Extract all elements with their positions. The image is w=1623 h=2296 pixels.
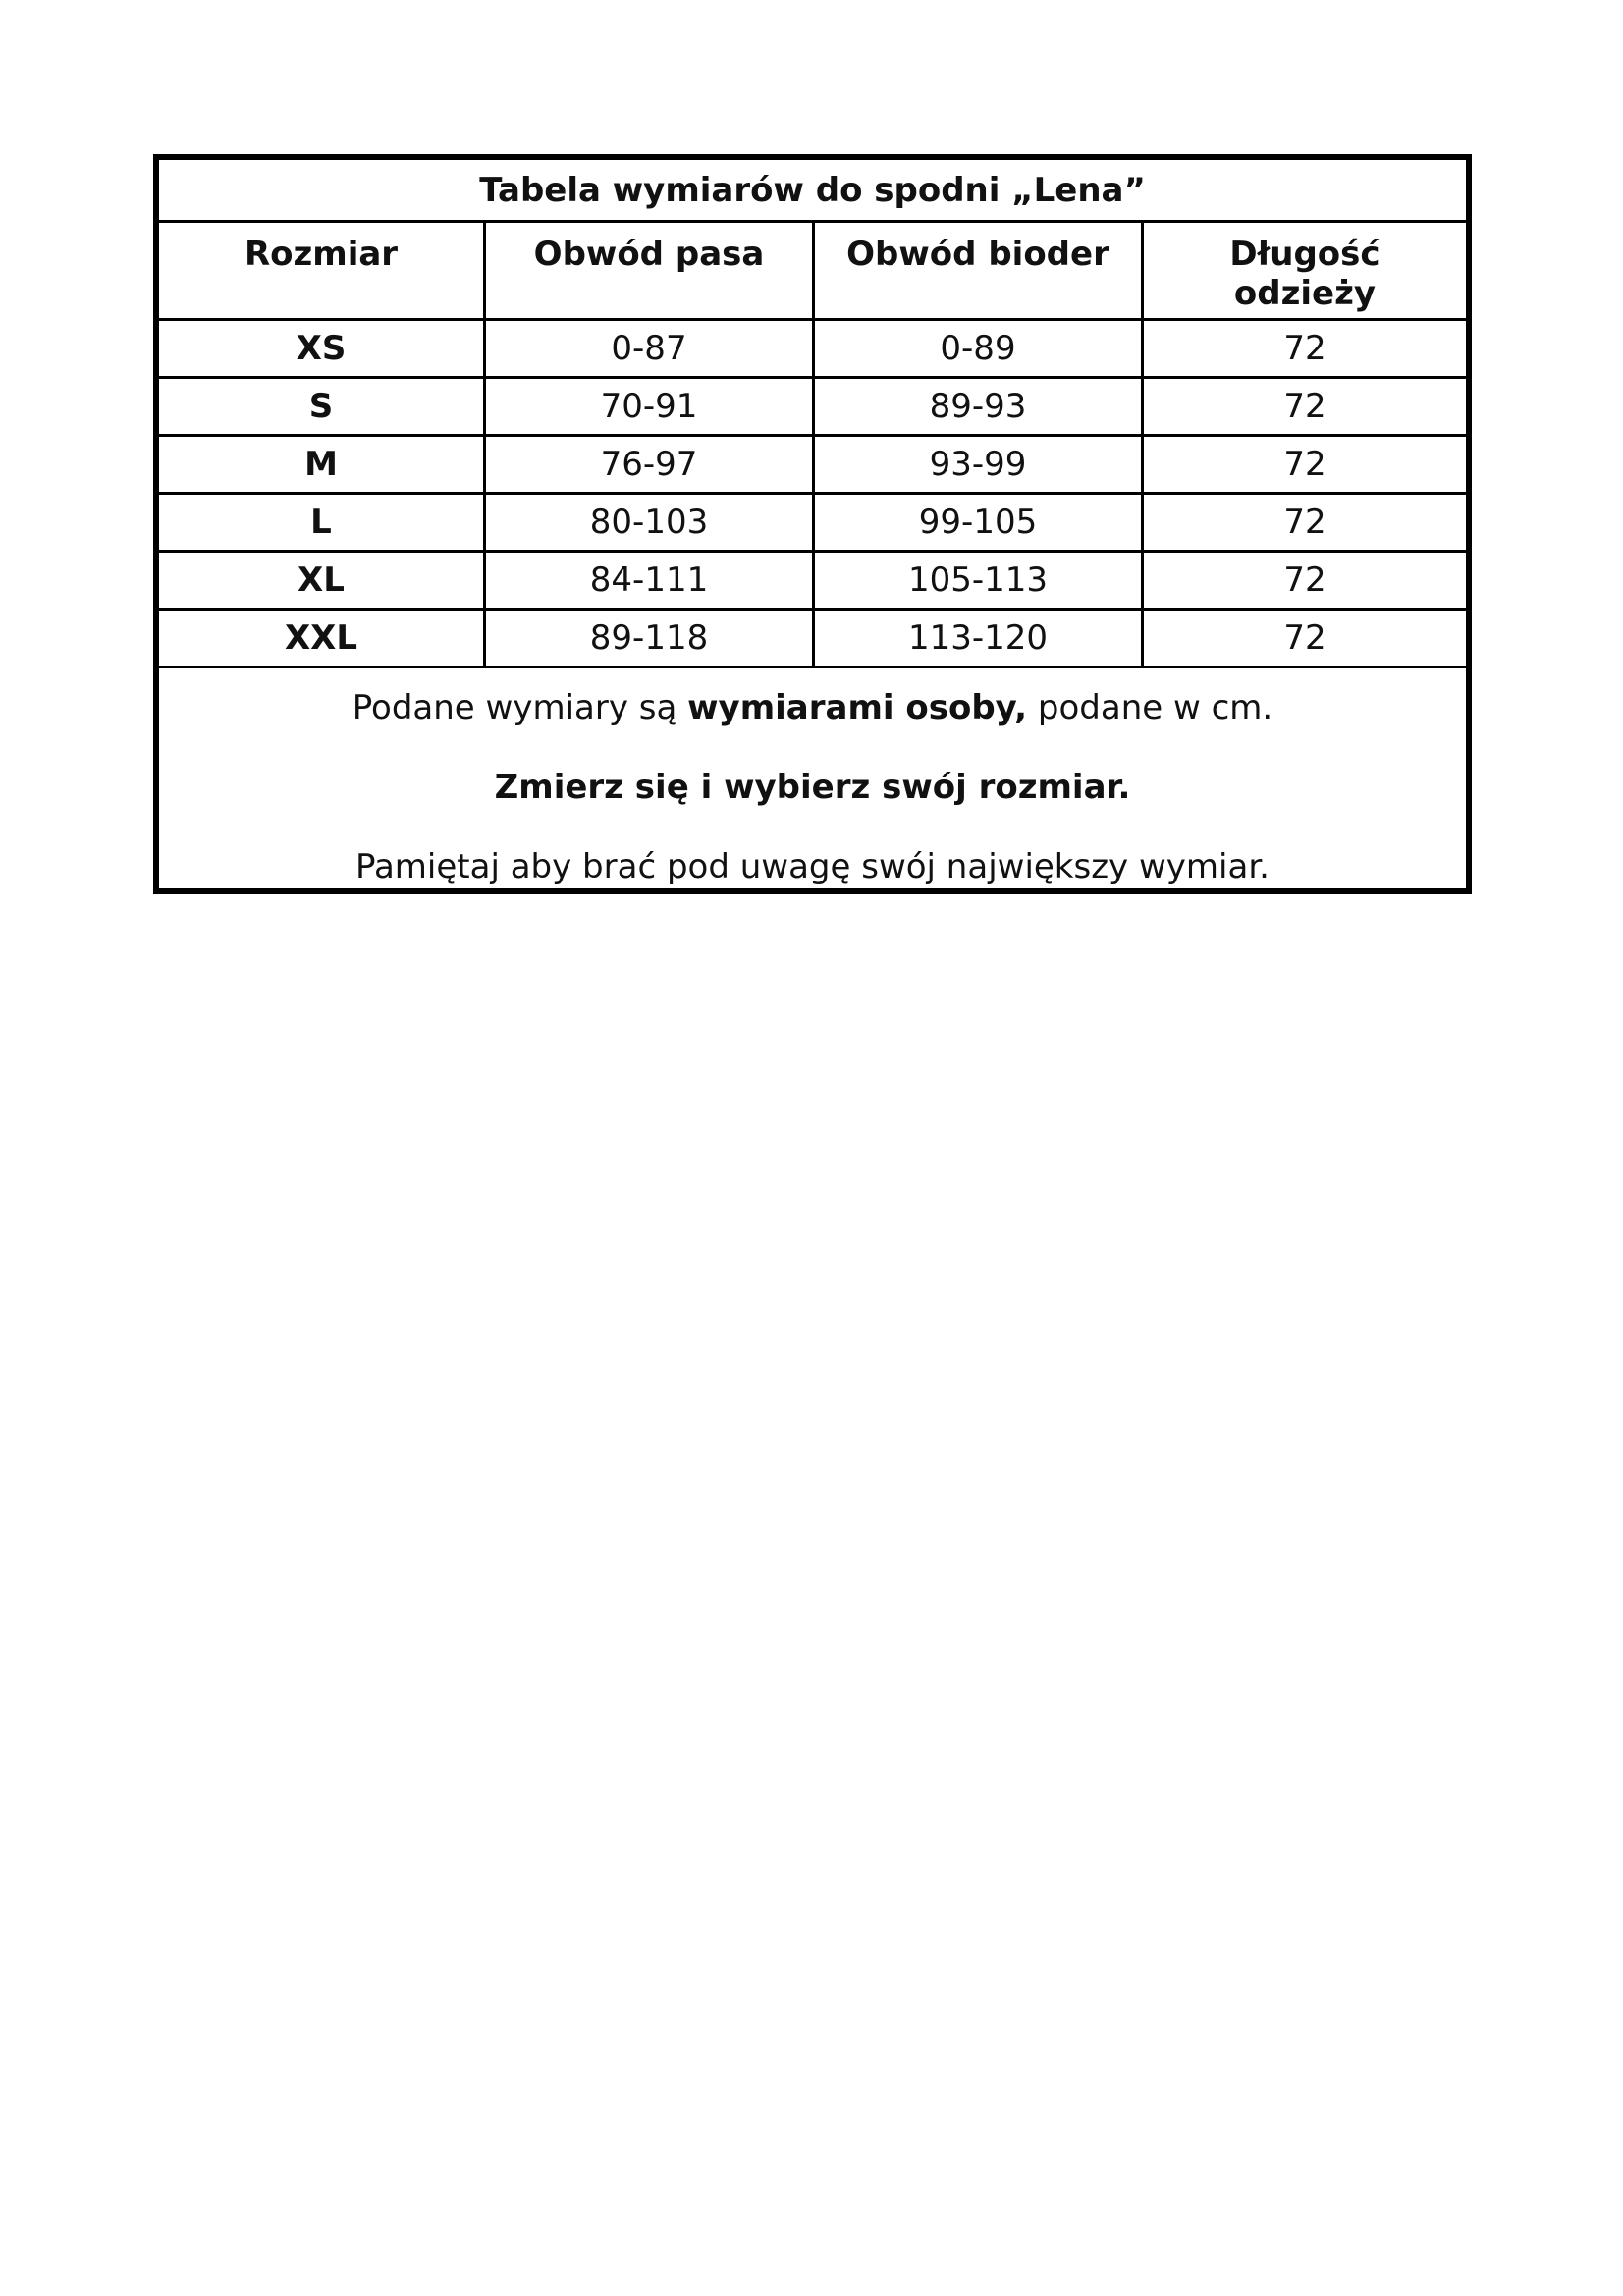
waist-cell: 89-118 xyxy=(486,611,815,666)
length-cell: 72 xyxy=(1283,561,1326,600)
length-cell: 72 xyxy=(1283,445,1326,484)
table-row xyxy=(159,611,1466,668)
measurement-note-emphasis: wymiarami osoby, xyxy=(687,688,1028,727)
size-cell: S xyxy=(159,379,486,434)
length-cell: 72 xyxy=(1283,329,1326,368)
largest-size-reminder: Pamiętaj aby brać pod uwagę swój największy wymiar. xyxy=(355,847,1270,886)
table-row xyxy=(159,553,1466,611)
size-table xyxy=(153,154,1472,894)
length-cell: 72 xyxy=(1283,387,1326,426)
hips-cell: 89-93 xyxy=(815,379,1144,434)
length-cell: 72 xyxy=(1283,503,1326,542)
hips-cell: 93-99 xyxy=(815,437,1144,492)
header-size: Rozmiar xyxy=(159,223,486,318)
waist-cell: 0-87 xyxy=(486,321,815,376)
waist-cell: 80-103 xyxy=(486,495,815,550)
table-title: Tabela wymiarów do spodni „Lena” xyxy=(159,160,1466,223)
hips-cell: 0-89 xyxy=(815,321,1144,376)
size-cell: XS xyxy=(159,321,486,376)
table-row xyxy=(159,321,1466,379)
measurement-note-unit: podane w cm. xyxy=(1027,688,1273,727)
table-header-row xyxy=(159,223,1466,321)
header-length: Długość odzieży xyxy=(1229,235,1380,313)
length-cell: 72 xyxy=(1283,618,1326,658)
measurement-note-text: Podane wymiary są xyxy=(352,688,688,727)
header-waist: Obwód pasa xyxy=(486,223,815,318)
table-row xyxy=(159,379,1466,437)
waist-cell: 70-91 xyxy=(486,379,815,434)
notes-section xyxy=(159,668,1466,888)
size-cell: XL xyxy=(159,553,486,608)
hips-cell: 113-120 xyxy=(815,611,1144,666)
table-row xyxy=(159,437,1466,495)
waist-cell: 76-97 xyxy=(486,437,815,492)
hips-cell: 99-105 xyxy=(815,495,1144,550)
size-cell: M xyxy=(159,437,486,492)
waist-cell: 84-111 xyxy=(486,553,815,608)
header-hips: Obwód bioder xyxy=(815,223,1144,318)
table-row xyxy=(159,495,1466,553)
measure-instruction: Zmierz się i wybierz swój rozmiar. xyxy=(494,768,1131,807)
measurement-note xyxy=(159,688,1466,727)
size-cell: XXL xyxy=(159,611,486,666)
hips-cell: 105-113 xyxy=(815,553,1144,608)
size-cell: L xyxy=(159,495,486,550)
